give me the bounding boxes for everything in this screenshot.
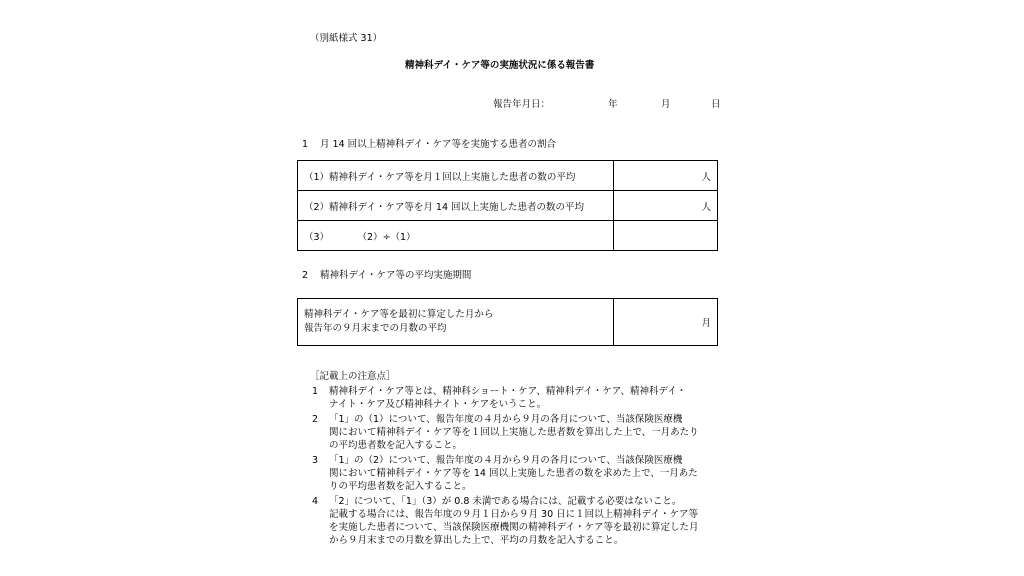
note-item — [310, 454, 730, 493]
note-line: 記載する場合には、報告年度の９月１日から９月 30 日に１回以上精神科デイ・ケア等 — [329, 509, 698, 520]
section1-title: 月 14 回以上精神科デイ・ケア等を実施する患者の割合 — [320, 139, 556, 150]
notes-section — [310, 371, 730, 549]
note-line: ナイト・ケア及び精神科ナイト・ケアをいうこと。 — [329, 399, 547, 410]
section2-row-label — [298, 299, 614, 346]
table-row — [298, 221, 718, 251]
report-date-day: 日 — [711, 99, 721, 110]
note-line: 「1」の（2）について、報告年度の４月から９月の各月について、当該保険医療機 — [329, 455, 683, 466]
section2-title: 精神科デイ・ケア等の平均実施期間 — [320, 270, 472, 281]
row3-value-cell — [613, 221, 717, 251]
row2-label: （2）精神科デイ・ケア等を月 14 回以上実施した患者の数の平均 — [298, 191, 614, 221]
table-row — [298, 299, 718, 346]
section2-label-line2: 報告年の９月末までの月数の平均 — [304, 323, 447, 334]
table-row — [298, 161, 718, 191]
note-line: 精神科デイ・ケア等とは、精神科ショート・ケア、精神科デイ・ケア、精神科デイ・ — [329, 386, 687, 397]
note-number: 3 — [312, 455, 319, 466]
note-line: を実施した患者について、当該保険医療機関の精神科デイ・ケア等を最初に算定した月 — [329, 522, 699, 533]
note-line: 関において精神科デイ・ケア等を１回以上実施した患者数を算出した上で、一月あたり — [329, 427, 699, 438]
note-line: 「2」について、「1」（3）が 0.8 未満である場合には、記載する必要はないこと。 — [329, 496, 682, 507]
note-line: の平均患者数を記入すること。 — [329, 440, 463, 451]
section2-table — [297, 298, 718, 346]
note-line: 関において精神科デイ・ケア等を 14 回以上実施した患者の数を求めた上で、一月あた — [329, 468, 698, 479]
note-number: 1 — [312, 386, 319, 397]
report-date-label: 報告年月日： — [493, 99, 551, 110]
section2-value-cell: 月 — [613, 299, 717, 346]
document-title: 精神科デイ・ケア等の実施状況に係る報告書 — [405, 60, 595, 71]
section1-number: 1 — [302, 139, 309, 150]
note-item — [310, 495, 730, 547]
note-line: から９月末までの月数を算出した上で、平均の月数を記入すること。 — [329, 535, 624, 546]
table-row — [298, 191, 718, 221]
note-number: 4 — [312, 496, 319, 507]
section1-table — [297, 160, 718, 251]
note-number: 2 — [312, 414, 319, 425]
notes-heading: ［記載上の注意点］ — [310, 371, 396, 382]
note-line: りの平均患者数を記入すること。 — [329, 481, 472, 492]
note-item — [310, 413, 730, 452]
row2-value-cell: 人 — [613, 191, 717, 221]
report-date-month: 月 — [661, 99, 671, 110]
section2-label-line1: 精神科デイ・ケア等を最初に算定した月から — [304, 309, 494, 320]
row1-label: （1）精神科デイ・ケア等を月１回以上実施した患者の数の平均 — [298, 161, 614, 191]
note-line: 「1」の（1）について、報告年度の４月から９月の各月について、当該保険医療機 — [329, 414, 683, 425]
form-number: （別紙様式 31） — [310, 33, 383, 44]
note-item — [310, 385, 730, 411]
report-date-year: 年 — [608, 99, 618, 110]
row3-label: （3） （2）÷（1） — [298, 221, 614, 251]
row1-value-cell: 人 — [613, 161, 717, 191]
section2-number: 2 — [302, 270, 309, 281]
